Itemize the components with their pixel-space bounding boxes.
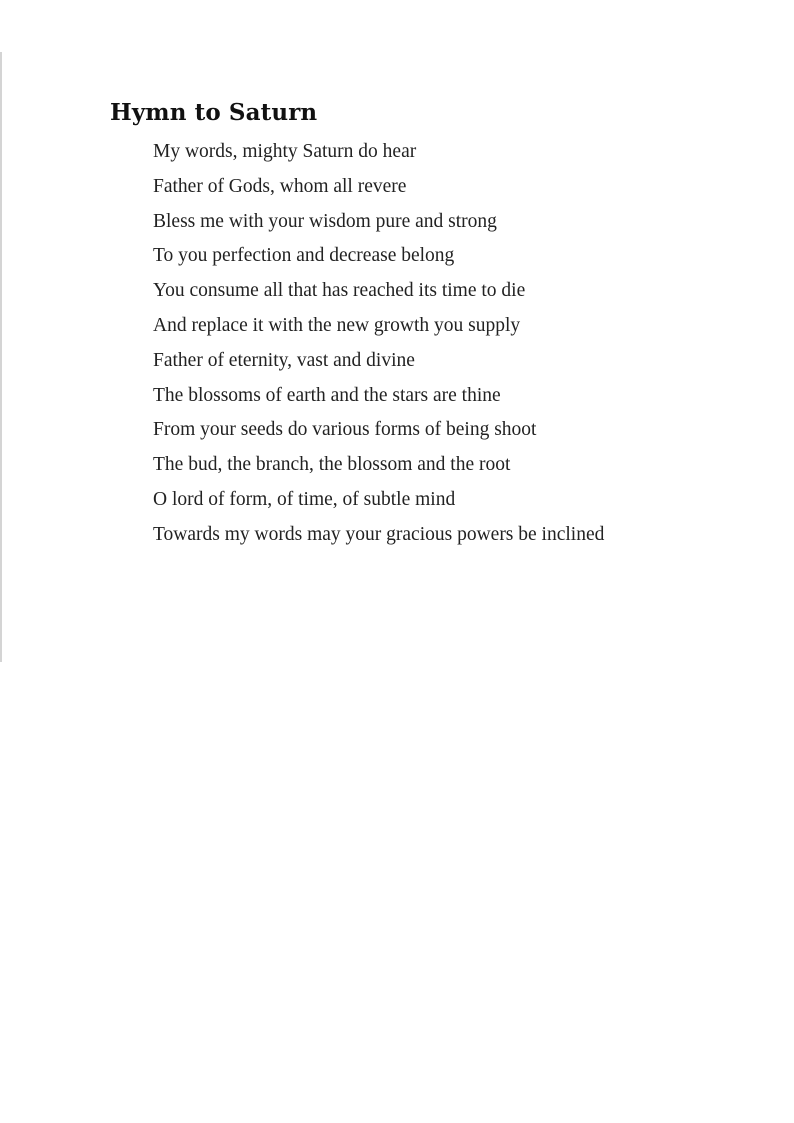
verse-line: The blossoms of earth and the stars are thine bbox=[153, 384, 501, 406]
verse-line: Father of Gods, whom all revere bbox=[153, 175, 407, 197]
verse-line: To you perfection and decrease belong bbox=[153, 245, 455, 267]
verse-line: And replace it with the new growth you supply bbox=[153, 314, 521, 336]
verse-line: Bless me with your wisdom pure and strong bbox=[153, 210, 497, 232]
poem bbox=[110, 96, 750, 553]
verse-line: You consume all that has reached its time to die bbox=[153, 280, 526, 302]
verse-line: My words, mighty Saturn do hear bbox=[153, 141, 417, 162]
verse-line: The bud, the branch, the blossom and the root bbox=[153, 454, 511, 476]
verse-line: O lord of form, of time, of subtle mind bbox=[153, 488, 456, 510]
poem-verse bbox=[110, 135, 750, 553]
verse-line: Father of eternity, vast and divine bbox=[153, 349, 415, 371]
page-edge-divider bbox=[0, 52, 2, 662]
poem-title: Hymn to Saturn bbox=[110, 99, 318, 126]
verse-line: From your seeds do various forms of being shoot bbox=[153, 419, 537, 441]
verse-line: Towards my words may your gracious powers be inclined bbox=[153, 523, 605, 545]
